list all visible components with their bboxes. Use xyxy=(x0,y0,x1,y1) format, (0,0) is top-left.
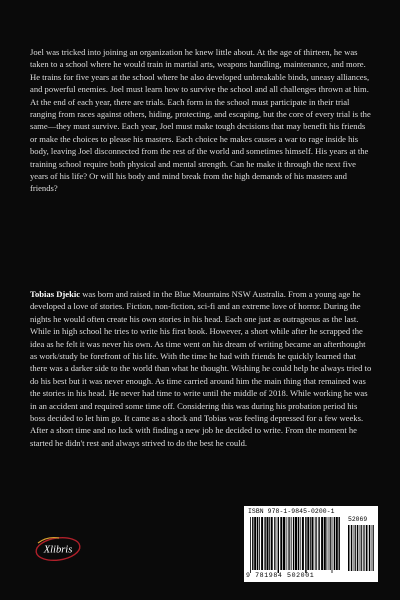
barcode-bar xyxy=(274,517,275,570)
barcode-bar xyxy=(302,517,304,570)
barcode-addon-bar xyxy=(361,525,362,571)
barcode-bar xyxy=(315,517,316,570)
barcode-addon-bar xyxy=(348,525,350,571)
barcode-bar xyxy=(278,517,279,573)
barcode-bar xyxy=(293,517,294,570)
barcode-bar xyxy=(330,517,331,570)
barcode-addon-bar xyxy=(357,525,359,571)
author-bio xyxy=(30,288,372,449)
barcode-bar xyxy=(261,517,263,570)
barcode-bar xyxy=(298,517,299,570)
isbn-barcode xyxy=(244,506,378,582)
barcode-bar xyxy=(276,517,277,570)
barcode-addon-bar xyxy=(364,525,365,571)
barcode-addon-bar xyxy=(363,525,364,571)
svg-text:Xlibris: Xlibris xyxy=(43,544,73,556)
barcode-bar xyxy=(336,517,338,570)
barcode-bar xyxy=(318,517,319,570)
publisher-logo xyxy=(33,534,83,562)
barcode-bar xyxy=(267,517,269,570)
barcode-bar xyxy=(259,517,260,570)
barcode-bar xyxy=(307,517,309,570)
author-name: Tobias Djekic xyxy=(30,289,81,299)
barcode-addon-bar xyxy=(372,525,373,571)
barcode-addon-bar xyxy=(360,525,361,571)
book-blurb: Joel was tricked into joining an organization he knew little about. At the age of thirteen, he was taken to a school where he would train in martial arts, weapons handling, maintenance, and more. He trains for five years at the school where he also developed unbreakable binds, uneasy alliances, and powerful enemies. Joel must learn how to survive the school and all challenges thrown at him. At the end of each year, there are trials. Each form in the school must participate in their trial ranging from races against others, hiding, protecting, and escaping, but the core of every trial is the same—they must survive. Each year, Joel must make tough decisions that may benefit his friends or make the choices to please his masters. Each choice he makes causes a war to rage inside his body, leaving Joel disconnected from the rest of the world and sometimes himself. His years at the training school require both physical and mental strength. Can he make it through the next five years of his life? Or will his body and mind break from the high demands of his masters and friends? xyxy=(30,47,371,194)
barcode-bar xyxy=(324,517,326,570)
barcode-bar xyxy=(257,517,258,570)
barcode-bar xyxy=(327,517,328,570)
barcode-bar xyxy=(288,517,289,570)
barcode-bar xyxy=(300,517,301,570)
isbn-label: ISBN 978-1-9845-0200-1 xyxy=(248,508,335,515)
barcode-addon-bar xyxy=(355,525,356,571)
barcode-bar xyxy=(280,517,282,570)
barcode-addon-bar xyxy=(354,525,355,571)
barcode-bar xyxy=(291,517,292,570)
barcode-digits: 9 781984 502001 xyxy=(246,572,315,579)
author-bio-text: was born and raised in the Blue Mountains NSW Australia. From a young age he developed a love of stories. Fiction, non-fiction, sci-fi and an extreme love of horror. During the nights he would often create his own stories in his head. Each one just as outrageous as the last. While in high school he tries to write his first book. However, a short while after he scrapped the idea as he felt it was never his own. As time went on his dream of writing became an afterthought as work/study be forefront of his life. With the time he had with friends he quickly learned that there was a darker side to the world than what he thought. Wishing he could help he always tried to do his best but it was never enough. As time carried around him the main thing that remained was the stories in his head. He never had time to write until the middle of 2018. While working he was in an accident and required some time off. Considering this was during his probation period his boss decided to let him go. It came as a shock and Tobias was feeling depressed for a few weeks. After a short time and no luck with finding a new job he decided to write. From the moment he started he didn't rest and always strived to do the best he could. xyxy=(30,289,372,448)
barcode-bar xyxy=(264,517,265,570)
barcode-bar xyxy=(312,517,314,570)
barcode-bar xyxy=(250,517,251,573)
barcode-addon-bar xyxy=(351,525,353,571)
barcode-addon: 52069 xyxy=(348,516,368,523)
barcode-addon-bar xyxy=(369,525,371,571)
barcode-bar xyxy=(310,517,311,570)
barcode-bar xyxy=(254,517,256,570)
barcode-bar xyxy=(269,517,270,570)
barcode-bar xyxy=(305,517,306,573)
barcode-bar xyxy=(332,517,333,573)
barcode-bar xyxy=(289,517,290,570)
barcode-bar xyxy=(334,517,335,570)
barcode-addon-bar xyxy=(373,525,374,571)
barcode-bar xyxy=(295,517,297,570)
barcode-bar xyxy=(339,517,340,570)
barcode-bar xyxy=(252,517,253,570)
barcode-bar xyxy=(316,517,317,570)
barcode-bar xyxy=(283,517,285,570)
barcode-addon-bar xyxy=(366,525,368,571)
barcode-bar xyxy=(321,517,323,570)
barcode-bar xyxy=(329,517,330,570)
barcode-bar xyxy=(271,517,273,570)
barcode-bar xyxy=(286,517,287,570)
